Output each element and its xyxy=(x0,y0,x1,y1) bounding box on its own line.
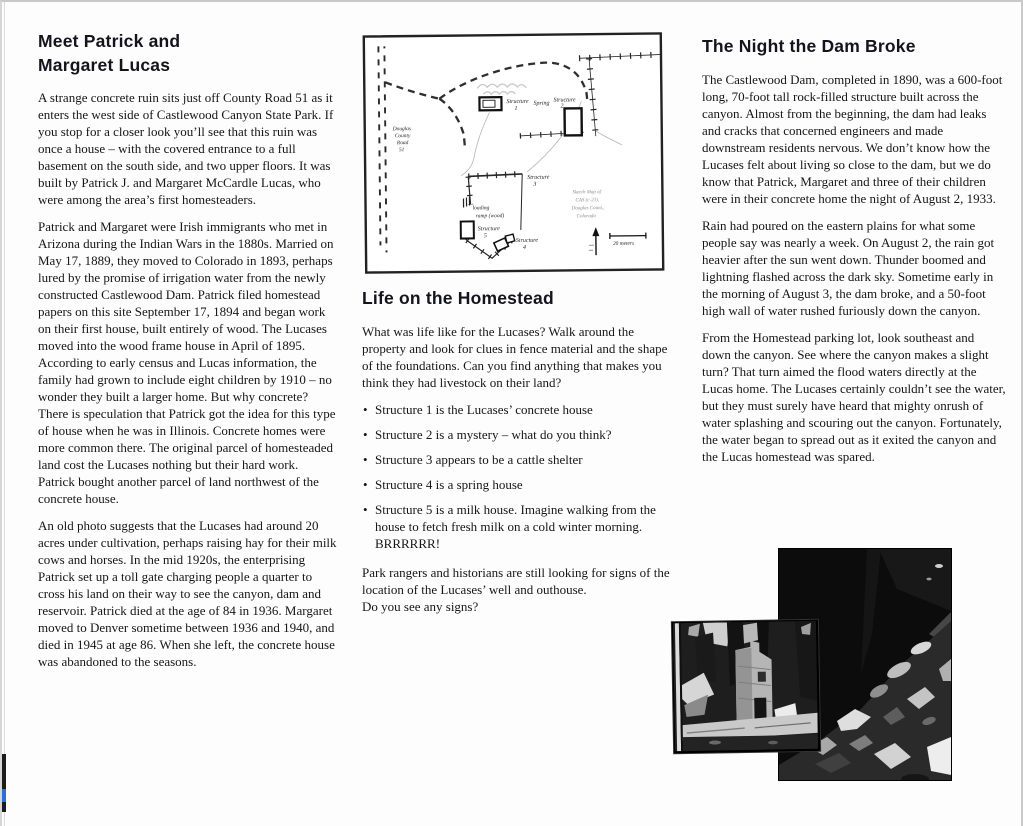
structure-item-1: • Structure 1 is the Lucases’ concrete house xyxy=(362,401,670,418)
left-paragraph-3: An old photo suggests that the Lucases had around 20 acres under cultivation, perhaps raising hay for their milk cows and horses. In the mid 1920s, the enterprising Patrick set up a toll gate charging people a quarter to cross his land on their way to see the canyon, dam and reservoir. Patrick died at the age of 84 in 1936. Margaret moved to Denver sometime between 1936 and 1940, and died in 1945 at age 86. When she left, the concrete house was abandoned to the seasons. xyxy=(38,518,337,670)
svg-text:20 meters: 20 meters xyxy=(612,240,635,247)
dam-paragraph-3: From the Homestead parking lot, look southeast and down the canyon. See where the canyon makes a slight turn? That turn aimed the flood waters directly at the Lucas home. The Lucases certainly couldn’t see the water, but they must surely have heard that mighty onrush of water splashing and scouring out the canyon. Fortunately, the water began to spread out as it exited the canyon and the Lucas homestead was spared. xyxy=(702,329,1006,464)
concrete-house-photo-art xyxy=(673,621,818,751)
left-paragraph-2: Patrick and Margaret were Irish immigrants who met in Arizona during the Indian Wars in the 1880s. Married on May 17, 1889, they moved to Colorado in 1893, perhaps lured by the promise of irrigation water from the newly constructed Castlewood Dam. Patrick filed homestead papers on this site September 17, 1894 and began work on their first house, built entirely of wood. The Lucases moved into the wood frame house in April of 1895. According to early census and Lucas information, the family had grown to include eight children by 1910 – no wonder they built a larger home. But why concrete? There is speculation that Patrick got the idea for this type of house when he was in Illinois. Concrete homes were more common there. The original parcel of homesteaded land cost the Lucases nothing but their hard work. Patrick bought another parcel of land northwest of the concrete house. xyxy=(38,219,336,507)
structure-list xyxy=(362,401,670,552)
page-title-line1: Meet Patrick and xyxy=(38,31,181,51)
structure-item-2: • Structure 2 is a mystery – what do you think? xyxy=(362,426,670,443)
svg-text:3: 3 xyxy=(533,181,537,188)
svg-text:Structure: Structure xyxy=(553,97,576,104)
svg-text:Structure: Structure xyxy=(506,98,529,106)
page-title-line2: Margaret Lucas xyxy=(38,54,171,75)
homestead-question: Do you see any signs? xyxy=(362,598,479,614)
svg-text:CAS (c-23),: CAS (c-23), xyxy=(575,198,600,204)
svg-text:Douglas: Douglas xyxy=(392,126,412,133)
svg-text:Road: Road xyxy=(396,140,409,147)
svg-text:Structure: Structure xyxy=(477,226,500,233)
svg-text:4: 4 xyxy=(522,244,527,251)
svg-text:loading: loading xyxy=(472,205,490,212)
svg-text:5: 5 xyxy=(483,233,487,240)
svg-text:Spring: Spring xyxy=(533,100,550,107)
right-column xyxy=(702,35,1006,475)
sketch-map-drawing xyxy=(361,30,667,276)
svg-text:51: 51 xyxy=(398,147,405,154)
structure-item-3: • Structure 3 appears to be a cattle shelter xyxy=(362,451,670,468)
homestead-outro: Park rangers and historians are still looking for signs of the location of the Lucases’ well and outhouse. xyxy=(362,564,670,597)
svg-text:1: 1 xyxy=(514,105,518,112)
left-column xyxy=(38,30,338,680)
structure-item-4: • Structure 4 is a spring house xyxy=(362,476,670,493)
svg-text:Sketch Map of: Sketch Map of xyxy=(572,190,602,196)
svg-text:ramp (wood): ramp (wood) xyxy=(475,213,505,220)
svg-text:2: 2 xyxy=(560,103,564,110)
structure-item-5: • Structure 5 is a milk house. Imagine walking from the house to fetch fresh milk on a cold winter morning. BRRRRRR! xyxy=(362,501,670,552)
svg-text:Structure: Structure xyxy=(527,174,550,181)
svg-text:Colorado: Colorado xyxy=(576,214,596,220)
scan-blue-artifact xyxy=(2,789,6,802)
left-paragraph-1: A strange concrete ruin sits just off County Road 51 as it enters the west side of Castlewood Canyon State Park. If you stop for a closer look you’ll see that this ruin was once a house – with the covered entrance to a full basement on the south side, and two upper floors. It was built by Patrick J. and Margaret McCardle Lucas, who were among the area’s first homesteaders. xyxy=(38,90,334,208)
homestead-intro: What was life like for the Lucases? Walk around the property and look for clues in fence material and the shape of the foundations. Can you find anything that makes you think they had livestock on their land? xyxy=(362,323,668,390)
page-title xyxy=(38,30,338,77)
middle-column xyxy=(362,32,670,625)
concrete-house-photo xyxy=(672,620,820,754)
svg-text:Douglas Count.,: Douglas Count., xyxy=(571,206,605,212)
dam-paragraph-1: The Castlewood Dam, completed in 1890, was a 600-foot long, 70-foot tall rock-filled structure built across the canyon. Almost from the beginning, the dam had leaks and cracks that concerned engineers and made downstream residents nervous. We don’t know how the Lucases felt about living so close to the dam, but we do know that Patrick, Margaret and three of their children were in their concrete home the night of August 2, 1933. xyxy=(702,71,1003,206)
svg-text:County: County xyxy=(394,133,411,140)
scan-streak-artifact xyxy=(2,754,6,812)
svg-text:Structure: Structure xyxy=(515,237,539,244)
homestead-section-heading: Life on the Homestead xyxy=(362,288,554,308)
dam-section-heading: The Night the Dam Broke xyxy=(702,36,916,56)
homestead-sketch-map xyxy=(361,30,667,276)
dam-paragraph-2: Rain had poured on the eastern plains for what some people say was nearly a week. On August 2, the rain got heavier after the sun went down. Thunder boomed and lightning flashed across the dark sky. Sometime early in the morning of August 3, the dam broke, and a 50-foot high wall of water rushed furiously down the canyon. xyxy=(702,217,995,318)
scan-edge-line xyxy=(4,2,5,826)
